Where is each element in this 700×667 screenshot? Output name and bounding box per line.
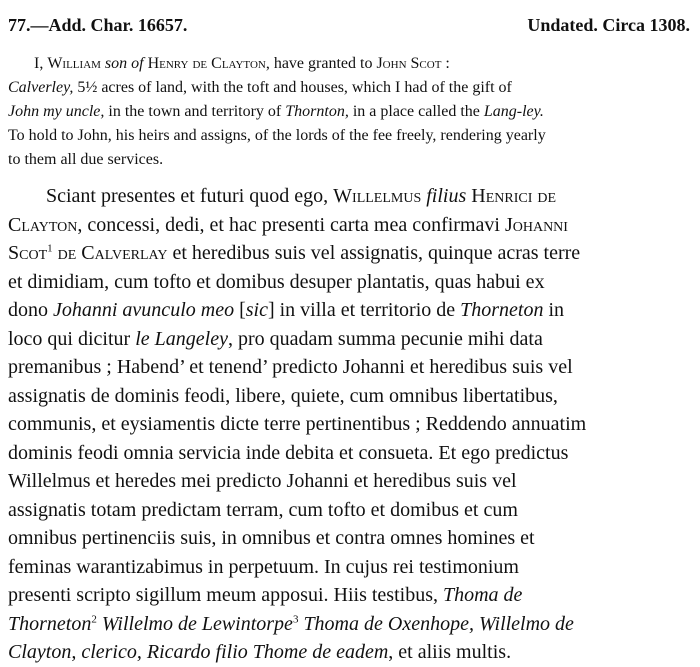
charter-italic: filius bbox=[426, 185, 467, 207]
summary-italic: John my uncle, bbox=[8, 103, 105, 120]
summary-text: : bbox=[441, 55, 450, 72]
editorial-note: sic bbox=[245, 299, 268, 321]
charter-text: premanibus ; Habend’ et tenend’ predicto Johanni et heredibus suis vel bbox=[8, 356, 573, 378]
summary-italic: son of bbox=[104, 55, 144, 72]
footnote-marker: 2 bbox=[91, 612, 97, 625]
latin-charter-text bbox=[8, 182, 698, 667]
grantee-surname: Scot bbox=[8, 242, 48, 264]
charter-line bbox=[8, 553, 698, 582]
summary-text: I, bbox=[34, 55, 48, 72]
english-summary bbox=[8, 52, 694, 172]
charter-line bbox=[8, 382, 698, 411]
summary-line bbox=[8, 52, 694, 76]
summary-text: 5½ acres of land, with the toft and houses, which I had of the gift of bbox=[73, 79, 512, 96]
grantor-name: Willelmus bbox=[333, 185, 422, 207]
surname: Clayton bbox=[8, 213, 78, 236]
grantor-father: Henry de Clayton bbox=[147, 55, 266, 72]
charter-line bbox=[8, 353, 698, 382]
charter-line bbox=[8, 439, 698, 468]
charter-text: , et aliis multis. bbox=[388, 641, 512, 663]
summary-line bbox=[8, 124, 694, 148]
place-name: Lang-ley. bbox=[483, 103, 544, 120]
grantor-name: William bbox=[47, 55, 101, 72]
charter-italic: Johanni avunculo meo bbox=[53, 299, 235, 321]
witness-name: Willelmo de Lewintorpe bbox=[101, 612, 293, 635]
place-name: Calverley, bbox=[8, 79, 74, 96]
charter-text: et heredibus suis vel assignatis, quinque acras terre bbox=[167, 242, 581, 264]
charter-text: Willelmus et heredes mei predicto Johanni et heredibus suis vel bbox=[8, 470, 517, 492]
grantee-name: John Scot bbox=[376, 55, 442, 72]
summary-text: To hold to John, his heirs and assigns, of the lords of the fee freely, rendering yearly bbox=[8, 127, 546, 144]
charter-line bbox=[8, 296, 698, 325]
witness-name: Thoma de bbox=[442, 584, 523, 606]
charter-text: Sciant presentes et futuri quod ego, bbox=[46, 185, 334, 207]
place-name: Thorneton bbox=[460, 299, 544, 321]
grantee-name: Johanni bbox=[504, 213, 568, 236]
charter-text: assignatis de dominis feodi, libere, quiete, cum omnibus libertatibus, bbox=[8, 384, 558, 407]
charter-text: dono bbox=[8, 299, 53, 321]
summary-text: in the town and territory of bbox=[104, 103, 286, 120]
charter-line bbox=[8, 467, 698, 496]
summary-line bbox=[8, 76, 694, 100]
charter-text: feminas warantizabimus in perpetuum. In cujus rei testimonium bbox=[8, 555, 519, 578]
charter-line bbox=[8, 182, 698, 211]
charter-line bbox=[8, 410, 698, 439]
charter-line bbox=[8, 268, 698, 297]
charter-text: ] in villa et territorio de bbox=[267, 299, 461, 321]
charter-text: presenti scripto sigillum meum apposui. Hiis testibus, bbox=[8, 584, 443, 606]
witness-name: Thoma de Oxenhope, Willelmo de bbox=[303, 612, 574, 635]
charter-date: Undated. Circa 1308. bbox=[527, 15, 690, 35]
witness-name: Thorneton bbox=[8, 612, 92, 635]
charter-number: 77.—Add. Char. 16657. bbox=[8, 15, 188, 35]
charter-text: communis, et eysiamentis dicte terre pertinentibus ; Reddendo annuatim bbox=[8, 413, 587, 435]
charter-text: omnibus pertinenciis suis, in omnibus et contra omnes homines et bbox=[8, 527, 535, 549]
summary-line bbox=[8, 148, 694, 172]
charter-text: , concessi, dedi, et hac presenti carta mea confirmavi bbox=[77, 213, 505, 236]
summary-text: in a place called the bbox=[348, 103, 484, 120]
footnote-marker: 1 bbox=[47, 242, 53, 255]
charter-text: in bbox=[543, 299, 565, 321]
charter-line bbox=[8, 524, 698, 553]
charter-text: dominis feodi omnia servicia inde debita et consueta. Et ego predictus bbox=[8, 441, 569, 464]
charter-text: , pro quadam summa pecunie mihi data bbox=[227, 327, 543, 350]
place-name: de Calverlay bbox=[57, 242, 168, 264]
charter-line bbox=[8, 581, 698, 610]
summary-line bbox=[8, 100, 694, 124]
footnote-marker: 3 bbox=[292, 612, 299, 625]
charter-text: assignatis totam predictam terram, cum tofto et domibus et cum bbox=[8, 498, 518, 521]
charter-line bbox=[8, 325, 698, 354]
charter-line bbox=[8, 610, 698, 639]
summary-text: to them all due services. bbox=[8, 151, 164, 168]
charter-line bbox=[8, 239, 698, 268]
witness-name: Clayton, clerico, Ricardo filio Thome de eadem bbox=[8, 641, 389, 663]
grantor-father: Henrici de bbox=[471, 185, 557, 207]
place-name: le Langeley bbox=[135, 327, 228, 350]
charter-text: et dimidiam, cum tofto et domibus desuper plantatis, quas habui ex bbox=[8, 270, 545, 293]
charter-text: [ bbox=[234, 299, 246, 321]
charter-line bbox=[8, 638, 698, 667]
place-name: Thornton, bbox=[285, 103, 349, 120]
charter-text: loco qui dicitur bbox=[8, 327, 136, 350]
summary-text: , have granted to bbox=[265, 55, 377, 72]
charter-line bbox=[8, 496, 698, 525]
charter-line bbox=[8, 211, 698, 240]
